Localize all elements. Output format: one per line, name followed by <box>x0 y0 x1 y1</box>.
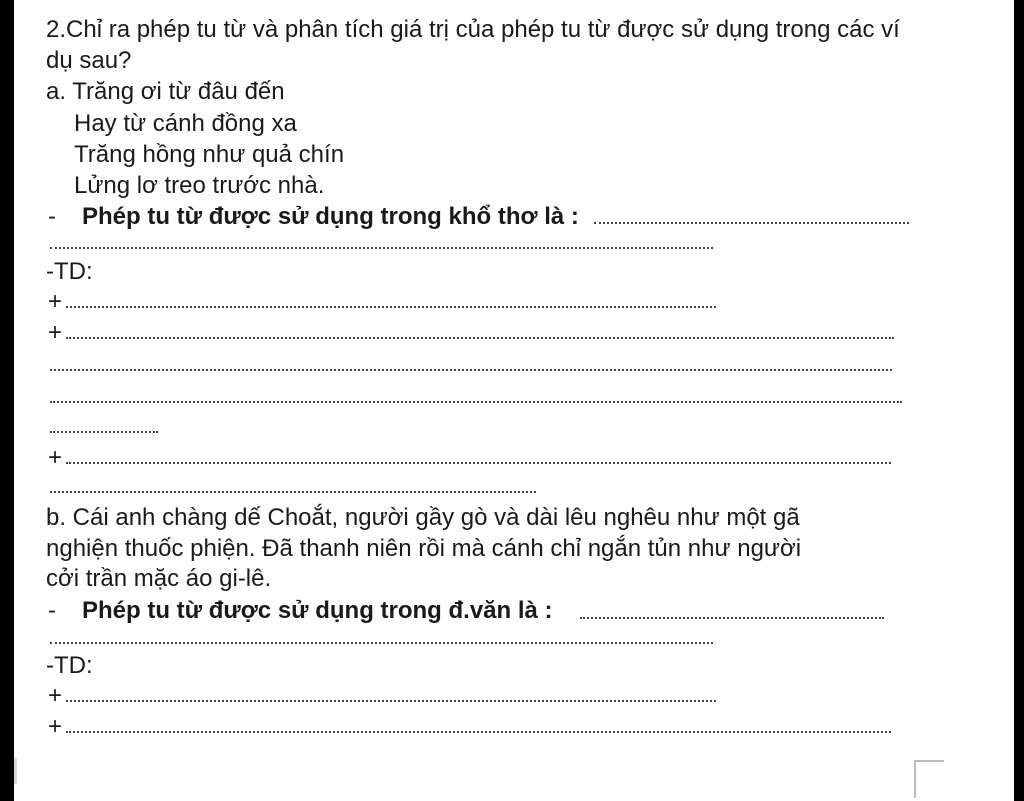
part-b-td-label: -TD: <box>46 652 93 679</box>
poem-line-4: Lửng lơ treo trước nhà. <box>74 172 325 199</box>
part-a-td-line-3 <box>50 369 892 371</box>
part-a-td-label: -TD: <box>46 258 93 285</box>
part-a-prompt: Phép tu từ được sử dụng trong khổ thơ là : <box>82 203 579 230</box>
part-b-plus-1: + <box>48 682 63 709</box>
poem-line-3: Trăng hồng như quả chín <box>74 141 345 168</box>
part-a-td-line-1 <box>66 306 716 308</box>
part-b-td-line-1 <box>66 700 716 702</box>
part-a-answer-line-continued <box>50 247 713 249</box>
part-b-td-line-2 <box>66 731 891 733</box>
part-a-td-line-5 <box>50 431 158 433</box>
part-a-td-line-2 <box>66 337 894 339</box>
part-b-text-line-1: b. Cái anh chàng dế Choắt, người gầy gò và dài lêu nghêu như một gã <box>46 504 800 531</box>
question-title-line-1: 2.Chỉ ra phép tu từ và phân tích giá trị của phép tu từ được sử dụng trong các ví <box>46 16 900 43</box>
part-b-answer-line <box>580 617 884 619</box>
page-corner-mark <box>914 760 944 798</box>
part-a-plus-3: + <box>48 444 63 471</box>
part-a-td-line-6 <box>66 462 891 464</box>
part-a-prompt-dash: - <box>48 203 56 230</box>
poem-line-2: Hay từ cánh đồng xa <box>74 110 297 137</box>
part-b-text-line-3: cởi trần mặc áo gi-lê. <box>46 565 272 592</box>
part-a-td-line-7 <box>50 491 536 493</box>
part-b-text-line-2: nghiện thuốc phiện. Đã thanh niên rồi mà cánh chỉ ngắn tủn như người <box>46 535 802 562</box>
part-a-plus-1: + <box>48 288 63 315</box>
part-b-plus-2: + <box>48 713 63 740</box>
part-b-prompt-dash: - <box>48 597 56 624</box>
part-b-answer-line-continued <box>50 642 713 644</box>
poem-line-1: a. Trăng ơi từ đâu đến <box>46 78 285 105</box>
part-a-td-line-4 <box>50 401 902 403</box>
page-edge-mark <box>14 758 17 784</box>
question-title-line-2: dụ sau? <box>46 47 132 74</box>
worksheet-page <box>14 0 1014 801</box>
part-a-plus-2: + <box>48 319 63 346</box>
part-a-answer-line <box>594 222 909 224</box>
part-b-prompt: Phép tu từ được sử dụng trong đ.văn là : <box>82 597 553 624</box>
